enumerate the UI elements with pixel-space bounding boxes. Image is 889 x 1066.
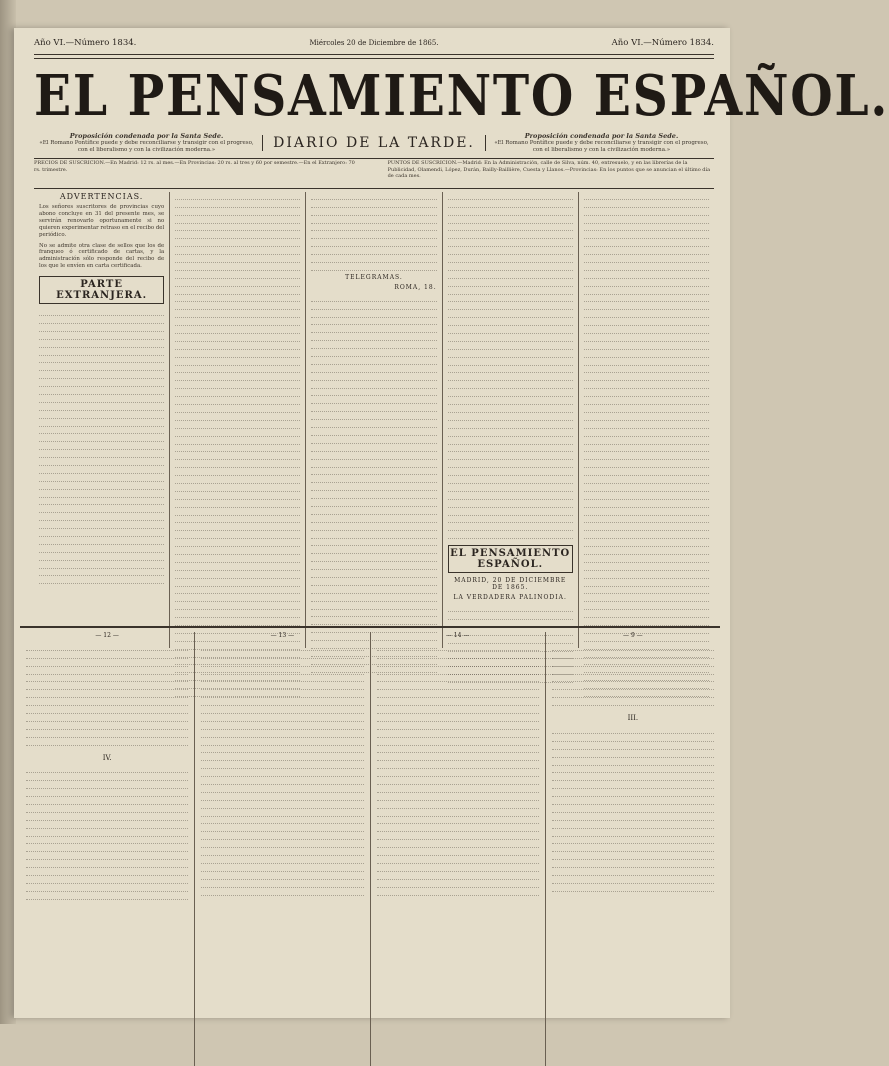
issue-left: Año VI.—Número 1834. bbox=[34, 38, 137, 48]
column-4-top bbox=[448, 192, 573, 539]
folio-page-number: — 12 — bbox=[95, 632, 119, 639]
issue-date: Miércoles 20 de Diciembre de 1865. bbox=[309, 39, 439, 47]
column-4 bbox=[443, 192, 579, 648]
subscription-info bbox=[34, 160, 714, 186]
masthead-subhead bbox=[34, 130, 714, 156]
folio-page-number: — 13 — bbox=[270, 632, 295, 639]
column-3-body bbox=[311, 294, 436, 673]
palinodia-heading: LA VERDADERA PALINODIA. bbox=[453, 594, 567, 602]
column-5 bbox=[579, 192, 714, 648]
folio-section-heading: III. bbox=[627, 714, 639, 723]
column-2-body bbox=[175, 192, 300, 697]
column-2 bbox=[170, 192, 306, 648]
motto-left-title: Proposición condenada por la Santa Sede. bbox=[69, 131, 224, 140]
advert-text: Los señores suscritores de provincias cuyo abono concluye en 31 del presente mes, se servirán renovarlo oportunamente si no quieren experimentar retraso en el recibo del periódico. bbox=[39, 204, 165, 238]
column-1-body bbox=[39, 308, 164, 584]
issue-right: Año VI.—Número 1834. bbox=[611, 38, 714, 48]
prices-left: PRECIOS DE SUSCRICION.—En Madrid: 12 rs. al mes.—En Provincias: 20 rs. al tres y 60 por semestre.—En el Extranjero: 70 rs. trimestre. bbox=[34, 160, 355, 173]
motto-left bbox=[34, 133, 259, 154]
column-3 bbox=[306, 192, 442, 648]
folio-column-4 bbox=[546, 632, 720, 1066]
prices-right: PUNTOS DE SUSCRICION.—Madrid: En la Administración, calle de Silva, núm. 40, entresuelo, y en las librerías de la Publicidad, Olamendi, López, Durán, Bailly-Baillière, Cuesta y Llanos.—Provincias: En los puntos que se anuncian el último día de cada mes. bbox=[387, 160, 711, 179]
front-columns bbox=[34, 192, 714, 648]
folio-page-number: — 14 — bbox=[445, 632, 470, 639]
folio-column-2 bbox=[195, 632, 370, 1066]
telegram-city: ROMA, 18. bbox=[394, 283, 437, 291]
folio-column-3 bbox=[371, 632, 546, 1066]
motto-right bbox=[489, 133, 714, 154]
pensamiento-heading: EL PENSAMIENTO ESPAÑOL. bbox=[448, 545, 573, 573]
folio-section bbox=[20, 632, 720, 1066]
issue-line bbox=[34, 33, 714, 53]
folio-separator bbox=[20, 626, 720, 628]
advert-heading: ADVERTENCIAS. bbox=[59, 192, 144, 201]
folio-page-number: — 9 — bbox=[623, 632, 643, 639]
advert-text-2: No se admite otra clase de sellos que los de franqueo ó certificado de cartas, y la administración sólo responde del recibo de los que le envíen en carta certificada. bbox=[39, 242, 165, 270]
masthead-title: EL PENSAMIENTO ESPAÑOL. bbox=[34, 63, 889, 129]
masthead-subtitle: DIARIO DE LA TARDE. bbox=[262, 135, 486, 151]
foreign-heading: PARTE EXTRANJERA. bbox=[39, 276, 164, 304]
motto-left-text: «El Romano Pontífice puede y debe reconciliarse y transigir con el progreso, con el liberalismo y con la civilización moderna.» bbox=[39, 139, 254, 153]
column-5-body bbox=[584, 192, 709, 697]
column-1 bbox=[34, 192, 170, 648]
telegram-heading: TELEGRAMAS. bbox=[345, 273, 403, 281]
motto-right-title: Proposición condenada por la Santa Sede. bbox=[524, 131, 679, 140]
column-3-top bbox=[311, 192, 436, 271]
folio-section-heading: IV. bbox=[102, 753, 112, 762]
motto-right-text: «El Romano Pontífice puede y debe reconciliarse y transigir con el progreso, con el liberalismo y con la civilización moderna.» bbox=[494, 139, 709, 153]
pensamiento-date: MADRID, 20 DE DICIEMBRE DE 1865. bbox=[454, 577, 567, 592]
folio-column-1 bbox=[20, 632, 195, 1066]
